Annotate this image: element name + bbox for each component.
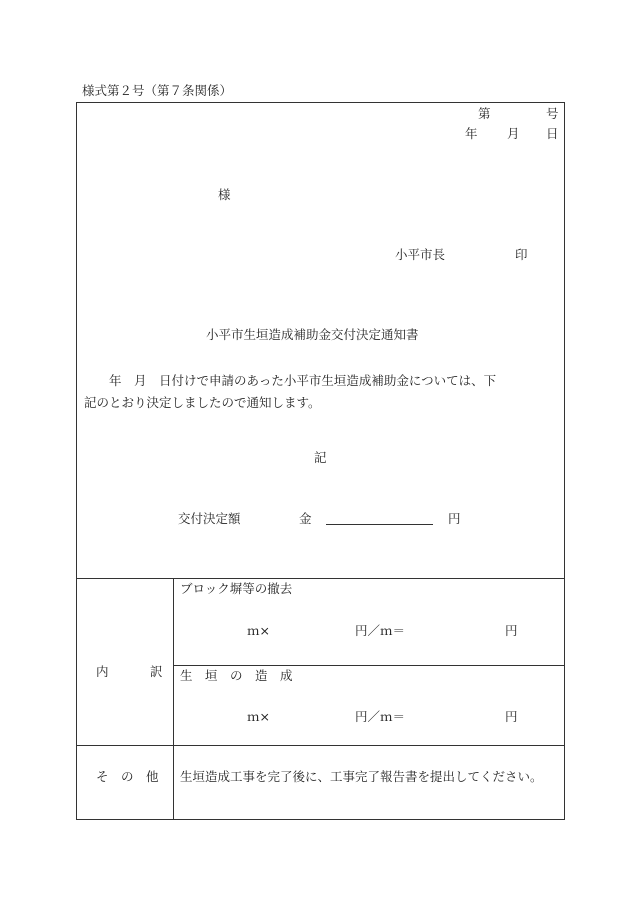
amount-label: 交付決定額 xyxy=(178,511,241,526)
breakdown-item-removal-meters: ｍ× xyxy=(247,623,270,638)
seal-mark: 印 xyxy=(515,247,528,262)
divider-breakdown-other xyxy=(76,745,565,746)
date-day: 日 xyxy=(546,126,559,141)
breakdown-item-hedge-meters: ｍ× xyxy=(247,709,270,724)
divider-breakdown-items xyxy=(173,665,565,666)
amount-kin: 金 xyxy=(299,511,312,526)
divider-main-breakdown xyxy=(76,578,565,579)
date-month: 月 xyxy=(507,126,520,141)
breakdown-item-removal-yen: 円 xyxy=(505,623,518,638)
body-line-2: 記のとおり決定しましたので通知します。 xyxy=(84,395,321,410)
body-line-1: 年 月 日付けで申請のあった小平市生垣造成補助金については、下 xyxy=(84,373,497,388)
body-text xyxy=(84,370,562,414)
issuer-name: 小平市長 xyxy=(395,247,446,262)
amount-yen: 円 xyxy=(448,511,461,526)
addressee-suffix: 様 xyxy=(218,187,231,202)
doc-number-go: 号 xyxy=(546,106,559,121)
amount-blank-line xyxy=(326,524,433,525)
breakdown-label-left: 内 xyxy=(96,664,109,679)
document-title: 小平市生垣造成補助金交付決定通知書 xyxy=(206,327,419,342)
breakdown-item-removal-name: ブロック塀等の撤去 xyxy=(180,581,293,596)
ki-heading: 記 xyxy=(314,450,327,465)
date-year: 年 xyxy=(465,126,478,141)
form-number-label: 様式第２号（第７条関係） xyxy=(82,83,233,98)
breakdown-item-hedge-name: 生 垣 の 造 成 xyxy=(180,668,293,683)
doc-number-dai: 第 xyxy=(478,106,491,121)
other-text: 生垣造成工事を完了後に、工事完了報告書を提出してください。 xyxy=(180,769,543,784)
breakdown-item-hedge-unit-price: 円／ｍ＝ xyxy=(355,709,406,724)
divider-label-column xyxy=(173,578,174,820)
breakdown-item-removal-unit-price: 円／ｍ＝ xyxy=(355,623,406,638)
breakdown-label-right: 訳 xyxy=(150,664,163,679)
other-label: そ の 他 xyxy=(96,769,159,784)
breakdown-item-hedge-yen: 円 xyxy=(505,709,518,724)
